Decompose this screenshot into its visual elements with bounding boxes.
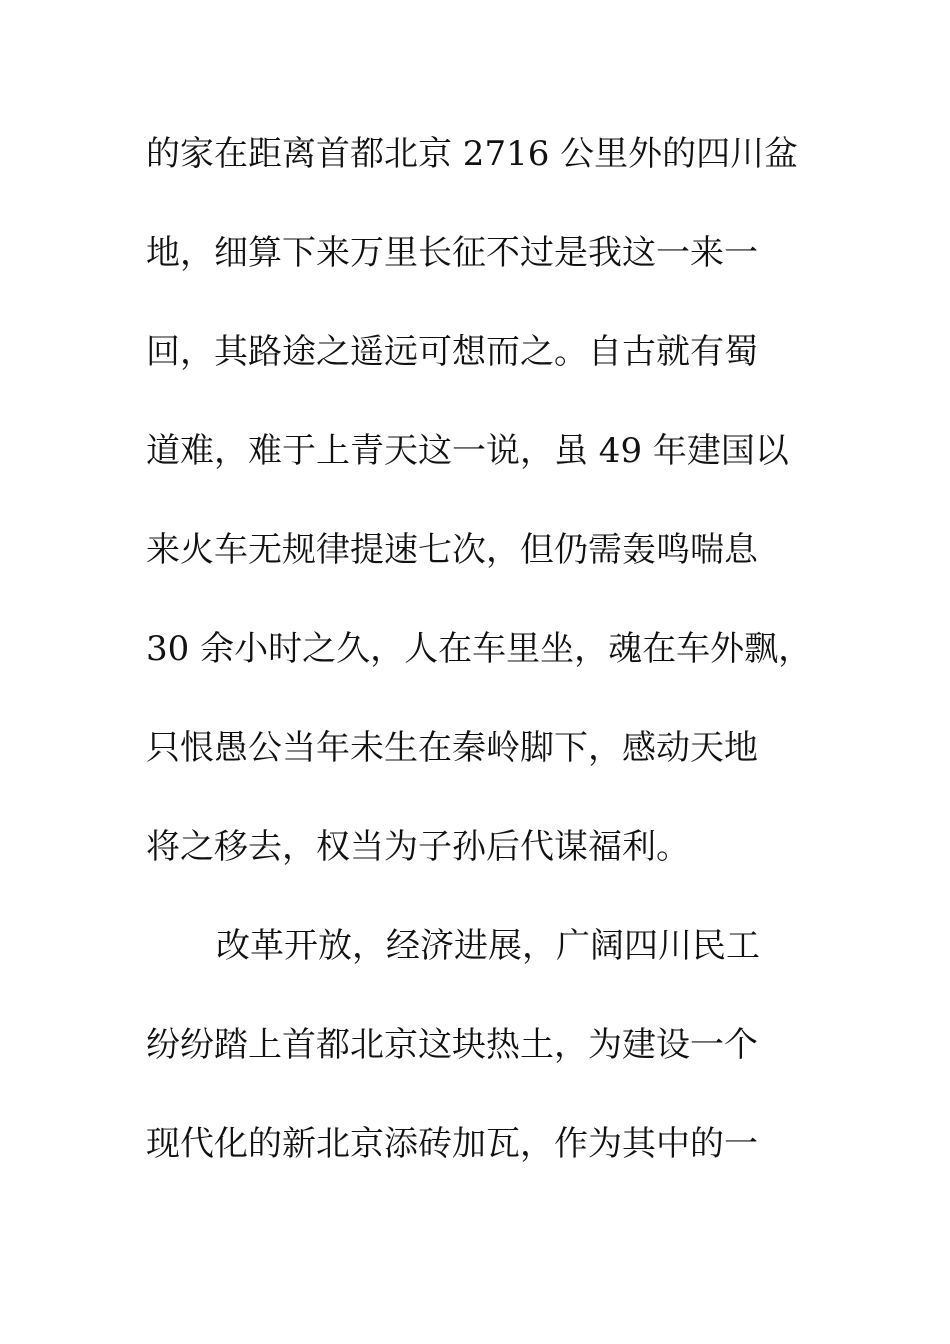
text-line-2: 地，细算下来万里长征不过是我这一来一 <box>146 233 758 273</box>
text-line-7: 只恨愚公当年未生在秦岭脚下，感动天地 <box>146 728 758 768</box>
text-line-6: 30 余小时之久，人在车里坐，魂在车外飘， <box>146 629 813 669</box>
text-line-9-paragraph-start: 改革开放，经济进展，广阔四川民工 <box>216 926 760 966</box>
text-line-3: 回，其路途之遥远可想而之。自古就有蜀 <box>146 332 758 372</box>
text-line-1: 的家在距离首都北京 2716 公里外的四川盆 <box>146 134 799 174</box>
text-line-10: 纷纷踏上首都北京这块热土，为建设一个 <box>146 1025 758 1065</box>
text-line-8: 将之移去，权当为子孙后代谋福利。 <box>146 827 690 867</box>
text-line-5: 来火车无规律提速七次，但仍需轰鸣喘息 <box>146 530 758 570</box>
text-line-4: 道难，难于上青天这一说，虽 49 年建国以 <box>146 431 789 471</box>
text-line-11: 现代化的新北京添砖加瓦，作为其中的一 <box>146 1124 758 1164</box>
